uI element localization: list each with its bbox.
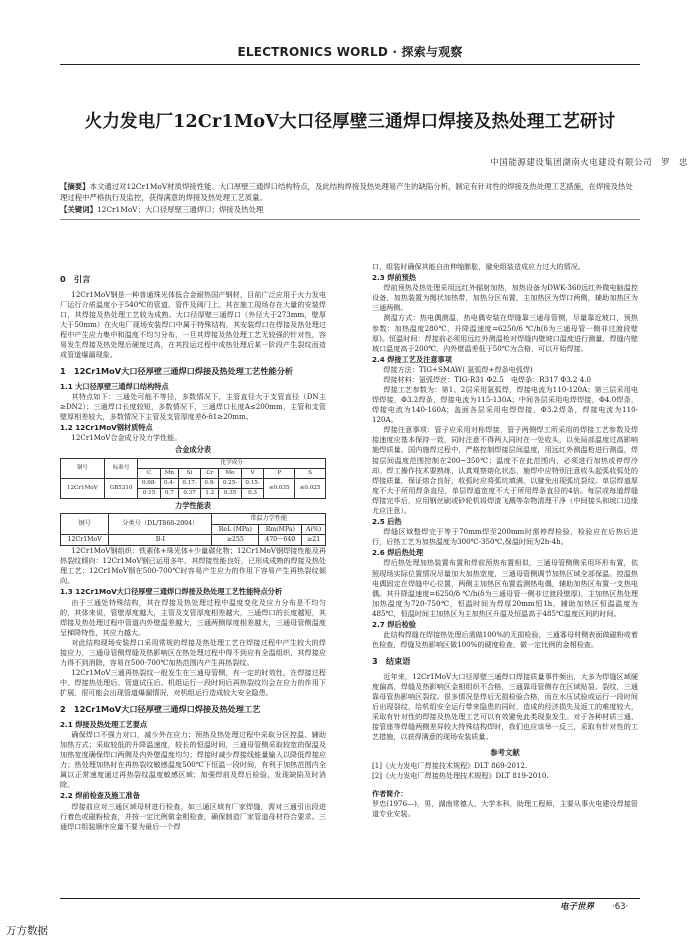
range-cell: 0.3 — [241, 488, 264, 498]
author-bio-label: 作者简介： — [372, 788, 408, 798]
abstract-block — [60, 181, 640, 220]
paragraph-2-4c: 焊接工艺参数为：第1、2层采用氩弧焊，焊接电流为110-120A；第三层采用电焊焊接，Φ3.2焊条，焊接电流为115-130A；中间各层采用电焊焊接，Φ4.0焊条，焊接电流为140-160A；盖面各层采用电焊焊接，Φ3.2焊条，焊接电流为110-120A。 — [372, 385, 638, 425]
article-title: 火力发电厂12Cr1MoV大口径厚壁三通焊口焊接及热处理工艺研讨 — [84, 112, 616, 132]
table-caption-composition: 合金成分表 — [175, 445, 211, 455]
element-cell: C — [138, 468, 161, 478]
range-cell: 0.17- — [178, 478, 201, 488]
references-heading: 参考文献 — [490, 748, 520, 758]
range-cell: 0.25- — [219, 478, 242, 488]
paragraph-2-2: 焊接前应对三通区域母材进行检查，如三通区域有厂家焊缝，需对三通引出段进行着色或磁粉检查，并按一定比例做金相检查，确保制造厂家管道母材符合要求。三通焊口组装顺序应量不要为最后一个焊 — [60, 801, 326, 831]
subsection-heading-1-3: 1.3 12Cr1MoV大口径厚壁三通焊口焊接及热处理工艺性能特点分析 — [60, 587, 283, 597]
element-cell: Si — [178, 468, 201, 478]
range-cell: 0.35 — [219, 488, 242, 498]
paragraph-2-6: 焊后热处理加热装置布置和焊前预热布置相似，三通母管侧侧采用环形布置，依照现场实际位置情况尽量加大加热宽度，三通母管侧调节加热区域全部保温。控温热电偶固定在焊缝中心位置，两侧主加热区布置监测热电偶，辅助加热区布置一支热电偶。其升降温速度=6250/δ ℃/h(δ为三通母管一侧非过渡段壁厚)，主加热区热处理加热温度为720-750℃，恒温时间为焊厚20mm恒1h，辅助加热区恒温温度为485℃，恒温时间主加热区为主加热区升温及恒温高于485℃温度区间的时间。 — [372, 558, 638, 618]
paragraph-1-2: 12Cr1MoV合金成分及力学性能。 — [71, 433, 182, 443]
header-cell-category: 分类号（DL/T868-2004） — [109, 513, 212, 535]
range-cell: 0.15- — [241, 478, 264, 488]
watermark-text: 万方数据 — [6, 925, 48, 937]
subsection-heading-1-2: 1.2 12Cr1MoV钢材质特点 — [60, 423, 153, 433]
paragraph-1-1: 其特点如下：三通处可能不等径，多数情况下，主管直径大于支管直径（DN主≥DN2）；三通焊口长度较短，多数情况下，三通焊口长度A≤200mm，主管和支管壁厚相差较大，多数情况下主管及支管厚度差δ-δ1≥20mm。 — [60, 391, 326, 422]
element-cell: Mo — [219, 468, 242, 478]
right-column — [372, 262, 638, 819]
header-cell-standard: 标准号 — [104, 458, 138, 478]
paragraph-2-7: 此结构焊缝在焊接热处理后需做100%的无损检验，三通寡母材侧表面做磁粉或着色检查，焊缝及热影响区做100%的硬度检查，做一定比例的金相检查。 — [372, 630, 638, 650]
cell-grade: 12Cr1MoV — [61, 535, 109, 546]
paragraph-1-3a: 由于三通处特殊结构，其在焊接及热处理过程中温度变化及应力分布是不均匀的，其体来说，管壁厚度越大，主管及支管厚度相差越大，三通焊口的长度越短，其焊接及热处理过程中管道内外壁温差越大，三通两侧厚度相差越大，三通母管侧温度呈梯降特性，其应力越大。 — [60, 597, 326, 637]
header-rule — [60, 64, 640, 65]
element-cell: V — [241, 468, 264, 478]
paragraph-2-4d: 焊接注意事项：管子应采用对称焊接，管子两侧焊工所采用的焊接工艺参数及焊接速度应基本保持一致，同时注意不得两人同时在一处收头，以免局部温度过高影响施焊质量。国内施焊过程中，严格控制焊接层间温度，用远红外测温枪进行测温，焊接层间温度范围控制在200~350℃；温度不在此范围内，必须进行加热或停焊冷却。焊工操作技术要熟练，认真观察熔化状态，施焊中应特别注意收头起弧收弧处的焊接质量，保证熔合良好，收弧时应将弧坑填满，以避免出现弧坑裂纹。单层焊道厚度不大于所用焊条直径，单层焊道宽度不大于所用焊条直径的4倍。每层或每道焊缝焊接完毕后，应用钢丝刷或砂轮机将焊渣飞溅等杂物清理干净（中间接头和坡口边缘尤应注意）。 — [372, 425, 638, 515]
subsection-heading-2-6: 2.6 焊后热处理 — [372, 548, 424, 558]
paragraph-2-4a: 焊接方法：TIG+SMAW( 氩弧焊+焊条电弧焊) — [383, 364, 533, 374]
header-cell-rm: Rm(MPa) — [259, 524, 302, 535]
subsection-heading-2-1: 2.1 焊接及热处理工艺要点 — [60, 719, 148, 729]
keywords-paragraph — [60, 204, 640, 215]
reference-item: [2]《火力发电厂焊接热处理技术规程》DLT 819-2010. — [372, 770, 549, 780]
header-cell-mech-group: 常温力学性能 — [212, 513, 326, 524]
left-column — [60, 268, 326, 832]
section-heading-1: 1 12Cr1MoV大口径厚壁三通焊口焊接及热处理工艺性能分析 — [60, 366, 294, 377]
page-number: ·63· — [612, 902, 629, 912]
header-cell-rel: ReL (MPa) — [212, 524, 259, 535]
paragraph-1-3c: 12Cr1MoV三通再热裂纹一般发生在三通母管侧，有一定的时效性，在焊接过程中、焊接热处理后、管道试压后、机组运行一段时间后再热裂纹均会在应力的作用下扩展，很可能会出现管道爆漏情况，对机组运行造成较大安全隐患。 — [60, 667, 326, 698]
header-cell-a: A(%) — [302, 524, 326, 535]
running-header: ELECTRONICS WORLD · 探索与观察 — [237, 45, 463, 59]
paragraph-continued: 口，组装时确保其能自由伸缩膨胀，避免组装造成应力过大的情况。 — [372, 262, 585, 271]
header-cell-chem-group: 化学成分 — [138, 458, 326, 468]
cell-rel: ≥255 — [212, 535, 259, 546]
table-row — [61, 535, 326, 546]
author-bio-text: 罗忠(1976—)，男，湖南常德人，大学本科，助理工程师，主要从事火电建设焊接管道专业安装。 — [372, 798, 638, 818]
conclusion-paragraph: 近年来，12Cr1MoV大口径厚壁三通焊口焊接质量事件频出，大多为焊缝区域硬度偏高，焊缝及热影响区金相组织不合格，三通靠母管侧存在区域贴裂、裂纹，三通靠母管热影响区裂纹。很多情况是焊后无损检验合格，而在水压试验或运行一段时间后出现裂纹，给机组安全运行带来隐患的同时，造成的经济损失及返工的难度较大，采取有针对性的焊接及热处理工艺可以有效避免此类现象发生。对于各种材质三通、接管座等焊缝两侧差异较大特殊结构焊时，我们也应该举一反三，采取有针对性的工艺措施，以获得满意的现场安装质量。 — [372, 671, 638, 742]
paragraph-1-3b: 对此结构现场安装焊口采用常规的焊接及热处理工艺在焊接过程中产生较大的焊接应力，三通母管侧焊缝及热影响区在热处理过程中得不到应有全温组织，其焊接应力得不到消除，容易在500-700℃加热范围内产生再热裂纹。 — [60, 637, 326, 667]
footer-rule — [60, 898, 640, 899]
paragraph-2-1: 确保焊口不强力对口，减少外在应力；预热及热处理过程中采取分区控温、辅助加热方式；采取较低的升降温速度，较长的恒温时间，三通母管侧采取较宽的保温及加热宽度确保焊口两侧及内外壁温度均匀；焊接时减少焊接线能量输入以降低焊接应力；热处理加热时在再热裂纹敏感温度500℃下恒温一段时间，有利于加热范围内全属以正常速度通过再热裂纹温度敏感区域；加强焊前及焊后检验，发现缺陷及时消除。 — [60, 729, 326, 790]
subsection-heading-2-2: 2.2 焊前检查及施工准备 — [60, 791, 140, 801]
section-heading-intro: 0 引言 — [60, 274, 91, 284]
reference-item: [1]《火力发电厂焊接技术规程》DLT 869-2012. — [372, 760, 528, 770]
range-cell-s: ≤0.025 — [295, 478, 326, 498]
author-line: 中国能源建设集团湖南火电建设有限公司 罗 忠 — [490, 157, 688, 167]
range-cell: 0.37 — [178, 488, 201, 498]
element-cell: P — [264, 468, 295, 478]
composition-table — [60, 458, 326, 499]
range-cell: 0.08- — [138, 478, 161, 488]
range-cell: 1.2 — [201, 488, 219, 498]
paragraph-2-3a: 焊前预热及热处理采用远红外辐射加热，加热设备为DWK-360远红外微电脑温控设备，加热装置为绳状加热带，加热分区布置，主加热区为焊口两侧，辅助加热区为三通两侧。 — [372, 283, 638, 313]
paragraph-2-5: 焊缝区域整焊完于等于70mm焊至200mm时需停焊检验，检验应在后热后进行，后热工艺为加热温度为300℃-350℃,保温时间为2h-4h。 — [372, 527, 638, 547]
header-cell-grade: 钢号 — [61, 458, 105, 478]
element-cell: S — [295, 468, 326, 478]
element-cell: Cr — [201, 468, 219, 478]
keywords-label: 【关键词】 — [60, 204, 97, 214]
range-cell: 0.9- — [201, 478, 219, 488]
element-cell: Mn — [160, 468, 178, 478]
table-header-row — [61, 513, 326, 524]
section-heading-3: 3 结束语 — [372, 656, 411, 667]
paragraph-1-2b: 12Cr1MoV钢组织：铁素体+珠光体+少量碳化物；12Cr1MoV钢焊接性能及再热裂纹倾向：12Cr1MoV钢已运用多年，其焊接性能良好，已形成成熟的焊接及热处理工艺；12Cr1MoV钢在500-700℃时容易产生应力的作用下容易产生再热裂纹倾向。 — [60, 546, 327, 586]
paragraph-2-4b: 焊接材料：氩弧焊丝：TIG-R31 Φ2.5 电焊条：R317 Φ3.2 4.0 — [383, 375, 591, 384]
abstract-label: 【摘要】 — [60, 182, 90, 191]
abstract-text: 本文通过对12Cr1MoV材质焊接性能、大口厚壁三通焊口结构特点，及此结构焊接及热处理易产生的缺陷分析，制定有针对性的焊接及热处理工艺措施，在焊接及热处理过程中严格执行及监控，获得满意的焊接及热处理工艺质量。 — [60, 182, 633, 203]
paragraph-2-3b: 测温方式：热电偶测温，热电偶安装在焊缝靠三通母管侧，尽量靠近坡口，预热参数：加热温度280℃，升降温速度=6250/δ ℃/h(δ为三通母管一侧非过渡段壁厚)。恒温时间：焊接前必须用远红外测温枪对焊缝内壁坡口温度进行测量，焊缝内壁坡口温度高于200℃，内外壁温差低于50℃为合格，可以开始焊接。 — [372, 313, 638, 353]
author-bio — [372, 789, 638, 819]
range-cell: 0.15 — [138, 488, 161, 498]
subsection-heading-1-1: 1.1 大口径厚壁三通焊口结构特点 — [60, 381, 169, 391]
cell-category: B-I — [109, 535, 212, 546]
intro-paragraph: 12Cr1MoV钢是一种普通珠光体低合金耐热国产钢材，目前广泛应用于火力发电厂运行介质温度小于540℃的管道、管件及阀门上。其在施工现场存在大量的安装焊口，其焊接及热处理工艺较为成熟。大口径厚壁三通焊口（外径大于273mm，壁厚大于50mm）在火电厂现场安装焊口中属于特殊结构，其安装焊口在焊接及热处理过程中产生应力集中和温度不均匀分布，一旦其焊接及热处理工艺无较强的针对性，容易发生焊接及热处理后硬度过高，在其投运过程中或热处理后某一阶段产生裂纹而造成管道爆漏现象。 — [60, 289, 326, 360]
header-cell-grade: 钢号 — [61, 513, 109, 535]
table-header-row — [61, 458, 326, 468]
range-cell: 0.4- — [160, 478, 178, 488]
cell-standard: GB5310 — [104, 478, 138, 498]
subsection-heading-2-3: 2.3 焊前预热 — [372, 273, 416, 283]
abstract-paragraph — [60, 181, 640, 204]
subsection-heading-2-7: 2.7 焊后检验 — [372, 619, 416, 629]
mechanical-table — [60, 513, 326, 546]
range-cell: 0.7 — [160, 488, 178, 498]
table-caption-mechanical: 力学性能表 — [175, 500, 211, 510]
cell-grade: 12Cr1MoV — [61, 478, 105, 498]
cell-rm: 470～640 — [259, 535, 302, 546]
section-heading-2: 2 12Cr1MoV大口径厚壁三通焊口焊接及热处理工艺 — [60, 704, 261, 715]
subsection-heading-2-4: 2.4 焊接工艺及注意事项 — [372, 354, 452, 364]
cell-a: ≥21 — [302, 535, 326, 546]
table-row — [61, 478, 326, 488]
subsection-heading-2-5: 2.5 后热 — [372, 516, 402, 526]
footer-brand: 电子世界 — [560, 902, 595, 912]
keywords-text: 12Cr1MoV；大口径厚壁三通焊口；焊接及热处理 — [96, 204, 264, 214]
range-cell-p: ≤0.035 — [264, 478, 295, 498]
